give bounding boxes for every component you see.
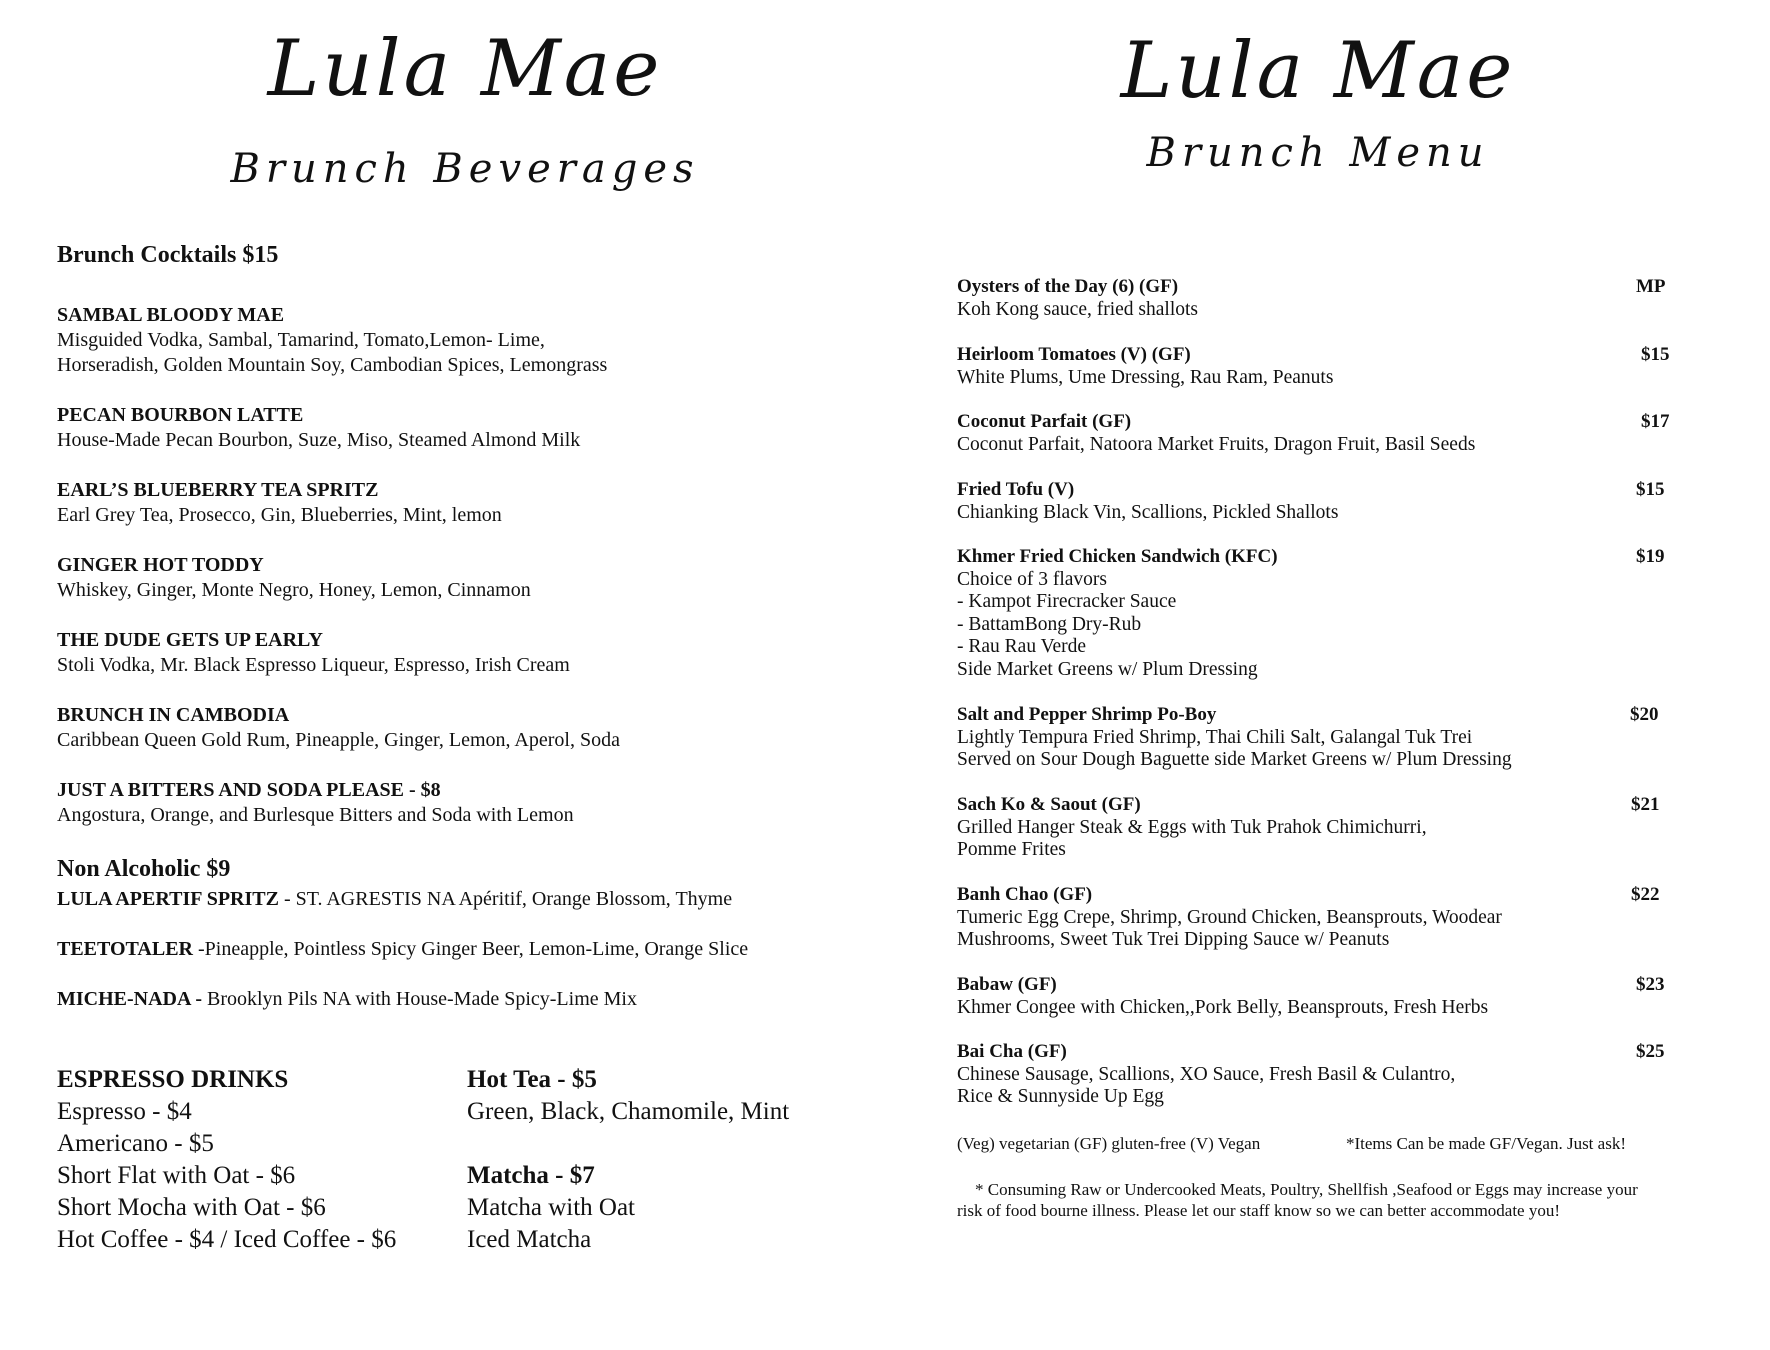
menu-item-desc: Side Market Greens w/ Plum Dressing [957, 658, 1258, 680]
menu-item-desc: Lightly Tempura Fried Shrimp, Thai Chili Salt, Galangal Tuk Trei [957, 726, 1473, 748]
espresso-line: Americano - $5 [57, 1130, 214, 1157]
menu-item-price: $21 [1631, 794, 1660, 815]
matcha-line: Iced Matcha [467, 1226, 592, 1253]
cocktail-desc: Misguided Vodka, Sambal, Tamarind, Tomato,Lemon- Lime, [57, 329, 545, 351]
menu-item-desc: Served on Sour Dough Baguette side Market Greens w/ Plum Dressing [957, 749, 1512, 770]
disclaimer-line: * Consuming Raw or Undercooked Meats, Poultry, Shellfish ,Seafood or Eggs may increase your [975, 1180, 1638, 1199]
na-name: MICHE-NADA - [57, 988, 207, 1010]
menu-item [957, 1041, 1677, 1109]
cocktail-name: GINGER HOT TODDY [57, 554, 264, 576]
na-desc: - ST. AGRESTIS NA Apéritif, Orange Blossom, Thyme [278, 888, 733, 910]
menu-item-name: Coconut Parfait (GF) [957, 411, 1132, 432]
menu-item [957, 974, 1677, 1019]
menu-item-name: Babaw (GF) [957, 974, 1057, 995]
menu-item-name: Sach Ko & Saout (GF) [957, 794, 1141, 815]
cocktail-desc: Caribbean Queen Gold Rum, Pineapple, Ginger, Lemon, Aperol, Soda [57, 729, 620, 751]
menu-item-price: $17 [1641, 411, 1670, 432]
menu-item-name: Fried Tofu (V) [957, 479, 1075, 500]
menu-item-name: Khmer Fried Chicken Sandwich (KFC) [957, 546, 1278, 567]
disclaimer-line: risk of food bourne illness. Please let our staff know so we can better accommodate you! [957, 1201, 1561, 1220]
menu-item-desc: White Plums, Ume Dressing, Rau Ram, Peanuts [957, 366, 1334, 388]
menu-item-desc: Pomme Frites [957, 839, 1066, 860]
menu-item-price: $15 [1641, 344, 1670, 365]
menu-item-desc: Tumeric Egg Crepe, Shrimp, Ground Chicken, Beansprouts, Woodear [957, 906, 1502, 928]
cocktail-desc: Horseradish, Golden Mountain Soy, Cambodian Spices, Lemongrass [57, 354, 608, 376]
cocktails-heading: Brunch Cocktails $15 [57, 242, 279, 268]
menu-item-desc: Choice of 3 flavors [957, 568, 1108, 590]
menu-item-name: Banh Chao (GF) [957, 884, 1093, 905]
na-name: LULA APERTIF SPRITZ [57, 888, 279, 910]
na-desc: Brooklyn Pils NA with House-Made Spicy-Lime Mix [207, 988, 637, 1010]
right-logo: Lula Mae [1120, 26, 1516, 116]
menu-item-desc: Coconut Parfait, Natoora Market Fruits, Dragon Fruit, Basil Seeds [957, 433, 1476, 455]
menu-item-name: Heirloom Tomatoes (V) (GF) [957, 344, 1191, 365]
left-logo: Lula Mae [267, 24, 663, 114]
menu-item-price: MP [1636, 276, 1666, 297]
espresso-line: Short Mocha with Oat - $6 [57, 1194, 326, 1221]
cocktail-desc: Whiskey, Ginger, Monte Negro, Honey, Lemon, Cinnamon [57, 579, 531, 601]
hot-tea-heading: Hot Tea - $5 [467, 1066, 597, 1093]
menu-item [957, 479, 1677, 524]
na-item [57, 987, 637, 1012]
menu-item-price: $15 [1636, 479, 1665, 500]
cocktail-item [57, 403, 580, 453]
cocktail-item [57, 553, 531, 603]
na-desc: -Pineapple, Pointless Spicy Ginger Beer, Lemon-Lime, Orange Slice [192, 938, 749, 960]
menu-item-desc: Grilled Hanger Steak & Eggs with Tuk Prahok Chimichurri, [957, 816, 1427, 838]
menu-item-desc: Khmer Congee with Chicken,,Pork Belly, Beansprouts, Fresh Herbs [957, 996, 1489, 1018]
non-alcoholic-heading: Non Alcoholic $9 [57, 856, 231, 882]
menu-item-desc: - Rau Rau Verde [957, 636, 1087, 657]
espresso-line: Hot Coffee - $4 / Iced Coffee - $6 [57, 1226, 397, 1253]
cocktail-item [57, 478, 502, 528]
menu-item-name: Salt and Pepper Shrimp Po-Boy [957, 704, 1217, 725]
menu-item [957, 276, 1677, 321]
cocktail-item [57, 778, 574, 828]
cocktail-name: BRUNCH IN CAMBODIA [57, 704, 290, 726]
cocktail-desc: House-Made Pecan Bourbon, Suze, Miso, Steamed Almond Milk [57, 429, 581, 451]
na-item [57, 887, 732, 912]
menu-item-price: $25 [1636, 1041, 1665, 1062]
espresso-line: Short Flat with Oat - $6 [57, 1162, 296, 1189]
menu-item-price: $20 [1630, 704, 1659, 725]
matcha-line: Matcha with Oat [467, 1194, 636, 1221]
cocktail-item [57, 303, 607, 378]
diet-legend: (Veg) vegetarian (GF) gluten-free (V) Vegan [957, 1134, 1261, 1153]
cocktail-name: EARL’S BLUEBERRY TEA SPRITZ [57, 479, 379, 501]
menu-item [957, 704, 1677, 772]
espresso-heading: ESPRESSO DRINKS [57, 1066, 289, 1093]
menu-item-desc: - BattamBong Dry-Rub [957, 613, 1142, 635]
menu-item-desc: Rice & Sunnyside Up Egg [957, 1086, 1164, 1107]
spacer [467, 1128, 789, 1160]
hot-tea-line: Green, Black, Chamomile, Mint [467, 1098, 790, 1125]
right-subtitle: Brunch Menu [1146, 130, 1490, 176]
menu-item-name: Oysters of the Day (6) (GF) [957, 276, 1179, 297]
left-subtitle: Brunch Beverages [230, 146, 700, 192]
menu-item-desc: Mushrooms, Sweet Tuk Trei Dipping Sauce w/ Peanuts [957, 929, 1390, 950]
cocktail-name: PECAN BOURBON LATTE [57, 404, 304, 426]
menu-item-desc: Chinese Sausage, Scallions, XO Sauce, Fresh Basil & Culantro, [957, 1063, 1456, 1085]
matcha-heading: Matcha - $7 [467, 1162, 595, 1189]
menu-item-desc: - Kampot Firecracker Sauce [957, 591, 1177, 612]
menu-item-price: $22 [1631, 884, 1660, 905]
cocktail-item [57, 703, 620, 753]
cocktail-desc: Stoli Vodka, Mr. Black Espresso Liqueur, Espresso, Irish Cream [57, 654, 570, 676]
menu-item-name: Bai Cha (GF) [957, 1041, 1067, 1062]
cocktail-item [57, 628, 570, 678]
espresso-section [57, 1064, 396, 1256]
na-item [57, 937, 748, 962]
menu-item-price: $19 [1636, 546, 1665, 567]
cocktail-name: JUST A BITTERS AND SODA PLEASE - $8 [57, 779, 441, 801]
cocktail-name: SAMBAL BLOODY MAE [57, 304, 285, 326]
menu-item [957, 546, 1677, 681]
menu-item [957, 884, 1677, 952]
cocktail-desc: Earl Grey Tea, Prosecco, Gin, Blueberries, Mint, lemon [57, 504, 502, 526]
espresso-line: Espresso - $4 [57, 1098, 192, 1125]
diet-legend-note: *Items Can be made GF/Vegan. Just ask! [1346, 1134, 1626, 1153]
menu-item-desc: Koh Kong sauce, fried shallots [957, 298, 1198, 320]
menu-item [957, 344, 1677, 389]
tea-section [467, 1064, 789, 1256]
menu-item [957, 794, 1677, 862]
menu-item-desc: Chianking Black Vin, Scallions, Pickled Shallots [957, 501, 1339, 523]
menu-item [957, 411, 1677, 456]
cocktail-name: THE DUDE GETS UP EARLY [57, 629, 323, 651]
menu-item-price: $23 [1636, 974, 1665, 995]
cocktail-desc: Angostura, Orange, and Burlesque Bitters and Soda with Lemon [57, 804, 574, 826]
na-name: TEETOTALER [57, 938, 193, 960]
